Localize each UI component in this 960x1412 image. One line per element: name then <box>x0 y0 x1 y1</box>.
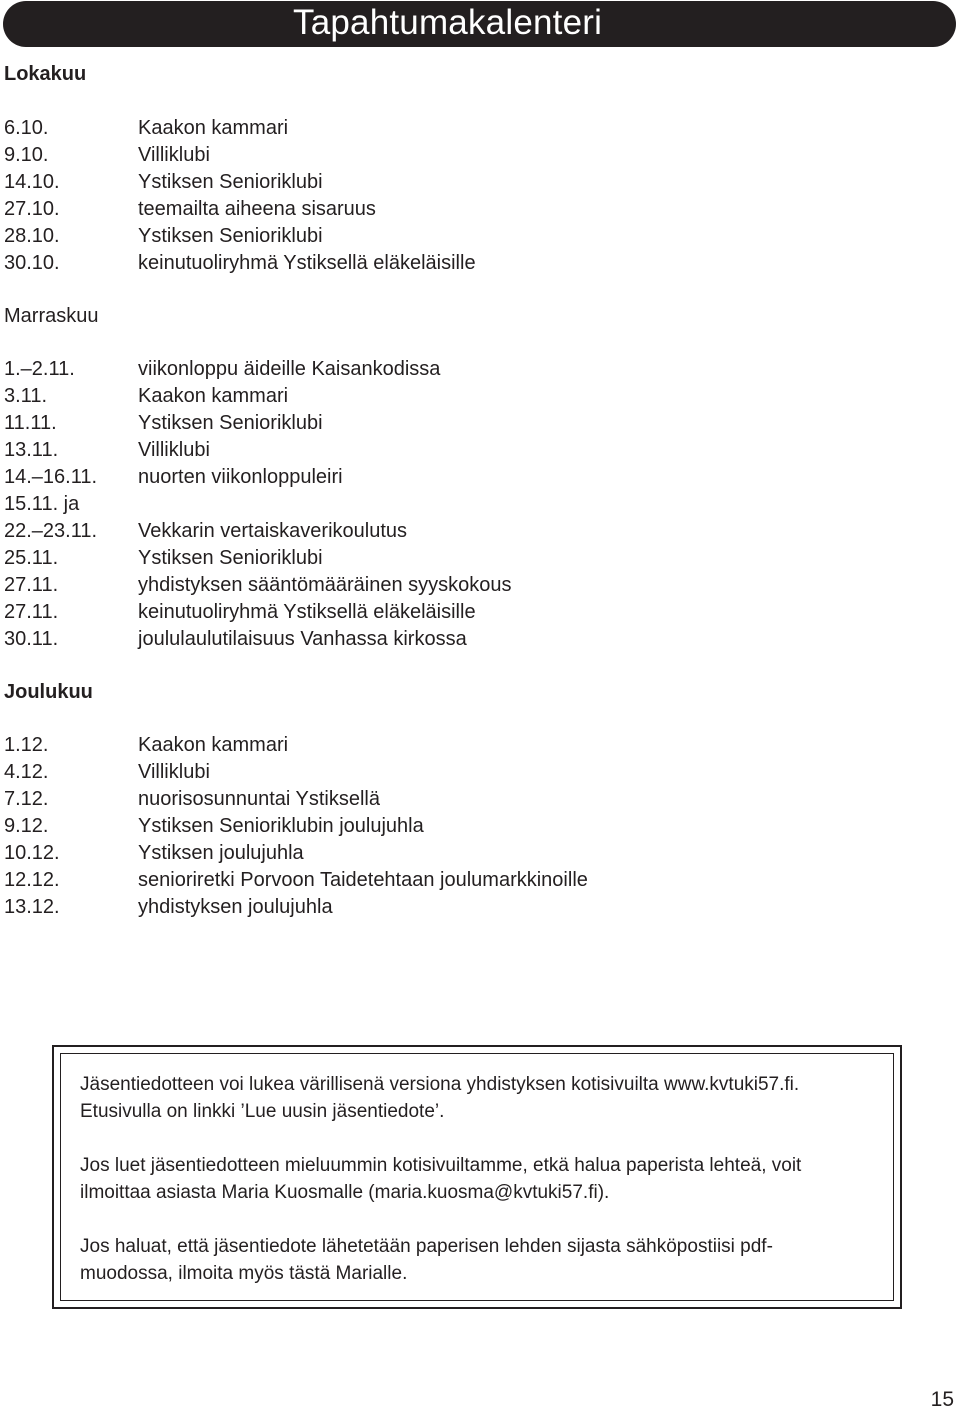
event-row <box>4 759 588 786</box>
event-description: Kaakon kammari <box>138 734 289 756</box>
event-date: 27.11. <box>4 601 59 623</box>
event-row <box>4 894 588 921</box>
event-row <box>4 545 512 572</box>
event-description: Ystiksen joulujuhla <box>138 842 304 864</box>
event-row <box>4 437 512 464</box>
month-heading-november: Marraskuu <box>4 305 99 327</box>
event-date: 30.11. <box>4 628 59 650</box>
event-list-november <box>4 356 512 653</box>
event-date: 27.10. <box>4 198 60 220</box>
page-title: Tapahtumakalenteri <box>293 3 603 42</box>
event-row <box>4 356 512 383</box>
event-date: 14.–16.11. <box>4 466 98 488</box>
info-paragraph-paper-optout: Jos luet jäsentiedotteen mieluummin kotisivuiltamme, etkä halua paperista lehteä, voit ilmoittaa asiasta Maria Kuosmalle (maria.kuosma@kvtuki57.fi). <box>80 1155 802 1203</box>
event-row <box>4 250 476 277</box>
event-description: Ystiksen Senioriklubi <box>138 412 323 434</box>
info-paragraph-website: Jäsentiedotteen voi lukea värillisenä versiona yhdistyksen kotisivuilta www.kvtuki57.fi. Etusivulla on linkki ’Lue uusin jäsentiedote’. <box>80 1074 800 1122</box>
event-description: Villiklubi <box>138 761 210 783</box>
event-description: Vekkarin vertaiskaverikoulutus <box>138 520 408 542</box>
event-description: keinutuoliryhmä Ystiksellä eläkeläisille <box>138 601 476 623</box>
event-row <box>4 491 512 518</box>
event-date: 13.12. <box>4 896 60 918</box>
event-description: Villiklubi <box>138 144 210 166</box>
info-paragraph-email-pdf: Jos haluat, että jäsentiedote lähetetään paperisen lehden sijasta sähköpostiisi pdf-muodossa, ilmoita myös tästä Marialle. <box>80 1236 773 1284</box>
event-row <box>4 732 588 759</box>
event-date: 9.12. <box>4 815 49 837</box>
event-date: 9.10. <box>4 144 49 166</box>
event-description: Ystiksen Senioriklubi <box>138 225 323 247</box>
event-description: viikonloppu äideille Kaisankodissa <box>138 358 441 380</box>
event-row <box>4 813 588 840</box>
page-number: 15 <box>930 1388 954 1411</box>
event-row <box>4 115 476 142</box>
event-description: Ystiksen Senioriklubin joulujuhla <box>138 815 424 837</box>
event-date: 1.–2.11. <box>4 358 75 380</box>
month-heading-december: Joulukuu <box>4 681 93 703</box>
event-date: 27.11. <box>4 574 59 596</box>
event-row <box>4 142 476 169</box>
month-heading-october: Lokakuu <box>4 63 87 85</box>
event-date: 14.10. <box>4 171 60 193</box>
event-row <box>4 410 512 437</box>
event-description: Kaakon kammari <box>138 117 289 139</box>
info-box <box>52 1045 902 1309</box>
event-date: 13.11. <box>4 439 59 461</box>
event-row <box>4 840 588 867</box>
event-row <box>4 196 476 223</box>
event-date: 7.12. <box>4 788 49 810</box>
page-title-bar <box>3 1 956 47</box>
event-description: nuorten viikonloppuleiri <box>138 466 343 488</box>
event-row <box>4 464 512 491</box>
event-date: 1.12. <box>4 734 49 756</box>
event-date: 28.10. <box>4 225 60 247</box>
event-description: joululaulutilaisuus Vanhassa kirkossa <box>138 628 467 650</box>
event-date: 10.12. <box>4 842 60 864</box>
event-row <box>4 572 512 599</box>
event-list-october <box>4 115 476 277</box>
event-description: Ystiksen Senioriklubi <box>138 547 323 569</box>
event-date: 15.11. ja <box>4 493 80 515</box>
event-row <box>4 786 588 813</box>
event-date: 25.11. <box>4 547 59 569</box>
event-description: nuorisosunnuntai Ystiksellä <box>138 788 381 810</box>
event-list-december <box>4 732 588 921</box>
event-row <box>4 867 588 894</box>
event-date: 4.12. <box>4 761 49 783</box>
event-date: 11.11. <box>4 412 57 434</box>
event-description: Kaakon kammari <box>138 385 289 407</box>
event-date: 12.12. <box>4 869 60 891</box>
event-row <box>4 383 512 410</box>
event-date: 3.11. <box>4 385 47 407</box>
event-description: teemailta aiheena sisaruus <box>138 198 376 220</box>
event-row <box>4 518 512 545</box>
event-description: Ystiksen Senioriklubi <box>138 171 323 193</box>
event-description: yhdistyksen sääntömääräinen syyskokous <box>138 574 512 596</box>
event-row <box>4 223 476 250</box>
event-description: Villiklubi <box>138 439 210 461</box>
event-date: 6.10. <box>4 117 49 139</box>
event-description: senioriretki Porvoon Taidetehtaan joulumarkkinoille <box>138 869 588 891</box>
event-description: keinutuoliryhmä Ystiksellä eläkeläisille <box>138 252 476 274</box>
event-row <box>4 626 512 653</box>
event-row <box>4 599 512 626</box>
event-date: 22.–23.11. <box>4 520 98 542</box>
event-row <box>4 169 476 196</box>
event-date: 30.10. <box>4 252 60 274</box>
event-description: yhdistyksen joulujuhla <box>138 896 333 918</box>
